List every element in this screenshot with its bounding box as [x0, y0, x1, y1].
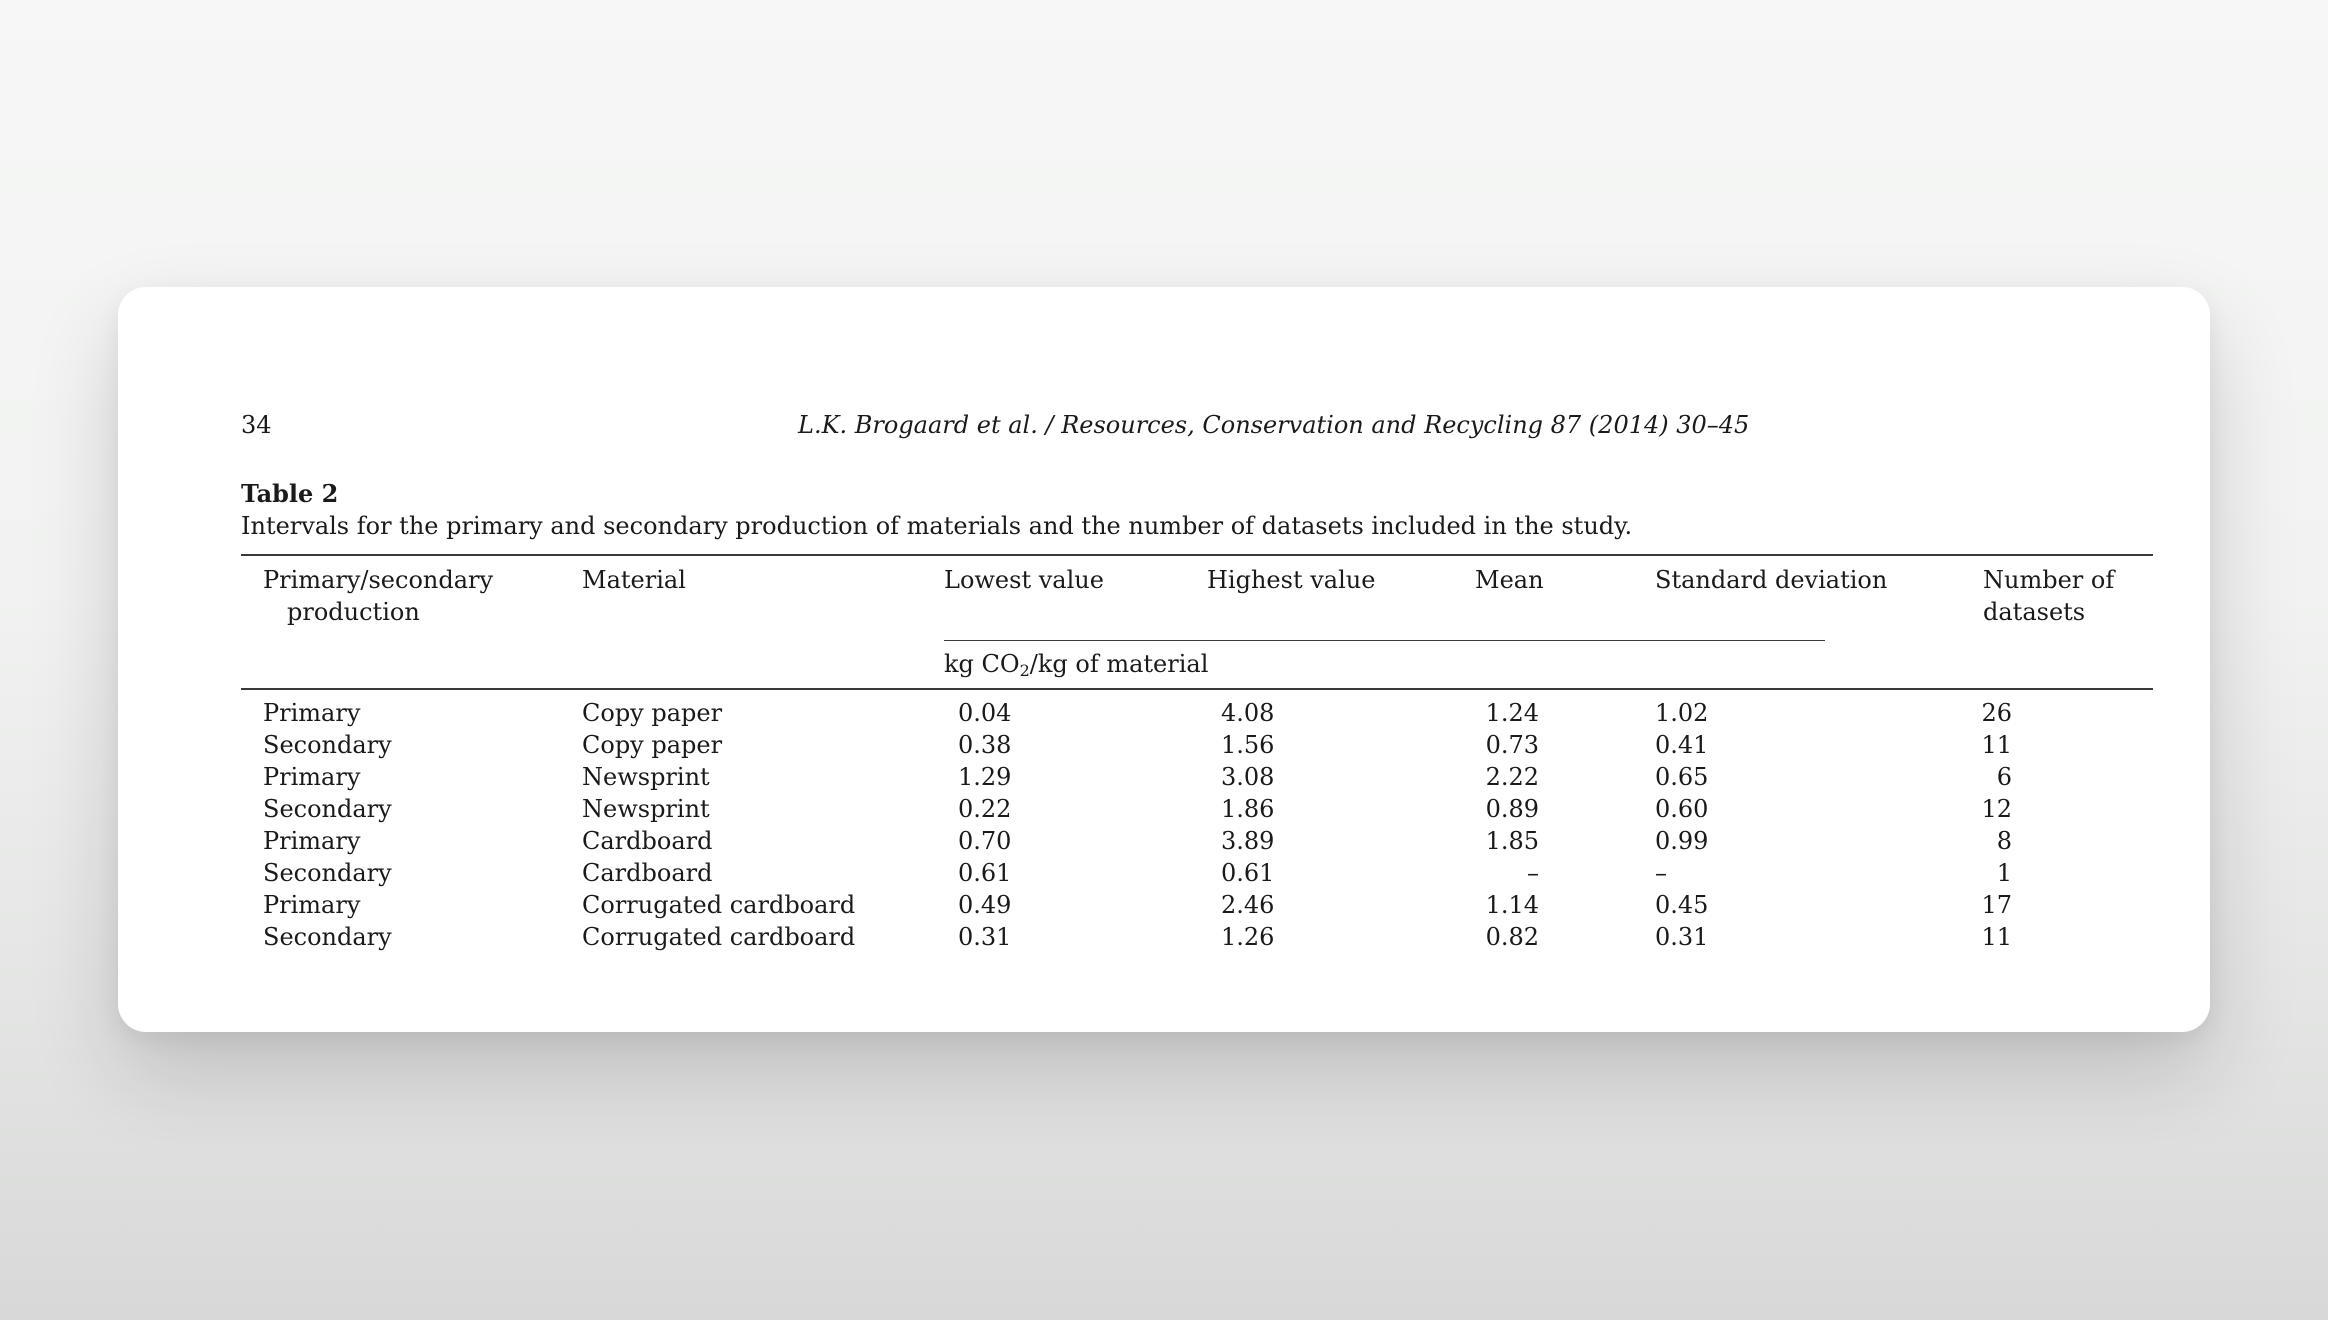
cell-material: Newsprint: [582, 763, 710, 791]
cell-highest: 1.26: [1221, 923, 1275, 951]
cell-production: Primary: [263, 827, 361, 855]
col-header-production-line2: production: [287, 598, 420, 626]
cell-sd: 0.99: [1655, 827, 1709, 855]
cell-datasets: 1: [1996, 859, 2012, 887]
cell-lowest: 0.49: [958, 891, 1012, 919]
col-header-production: [263, 564, 493, 628]
cell-material: Cardboard: [582, 827, 713, 855]
cell-lowest: 0.31: [958, 923, 1012, 951]
cell-highest: 0.61: [1221, 859, 1275, 887]
cell-mean: –: [1527, 859, 1539, 887]
cell-sd: 0.45: [1655, 891, 1709, 919]
cell-mean: 0.82: [1485, 923, 1539, 951]
unit-suffix: /kg of material: [1029, 650, 1209, 678]
table-top-rule: [241, 554, 2153, 556]
unit-prefix: kg CO: [944, 650, 1020, 678]
table-title: Table 2: [241, 479, 339, 508]
col-header-material: Material: [582, 566, 686, 594]
cell-mean: 1.24: [1485, 699, 1539, 727]
cell-lowest: 1.29: [958, 763, 1012, 791]
cell-sd: –: [1655, 859, 1667, 887]
cell-lowest: 0.70: [958, 827, 1012, 855]
cell-material: Corrugated cardboard: [582, 923, 856, 951]
cell-mean: 1.14: [1485, 891, 1539, 919]
cell-production: Secondary: [263, 731, 392, 759]
cell-lowest: 0.38: [958, 731, 1012, 759]
cell-highest: 3.08: [1221, 763, 1275, 791]
cell-lowest: 0.61: [958, 859, 1012, 887]
cell-material: Copy paper: [582, 699, 723, 727]
cell-datasets: 11: [1981, 731, 2012, 759]
cell-lowest: 0.04: [958, 699, 1012, 727]
cell-highest: 1.56: [1221, 731, 1275, 759]
col-header-datasets-line1: Number of: [1983, 566, 2115, 594]
col-header-datasets-line2: datasets: [1983, 598, 2086, 626]
cell-lowest: 0.22: [958, 795, 1012, 823]
cell-highest: 2.46: [1221, 891, 1275, 919]
cell-highest: 1.86: [1221, 795, 1275, 823]
col-header-mean: Mean: [1475, 566, 1544, 594]
table-caption: Intervals for the primary and secondary production of materials and the number of datasets included in the study.: [241, 512, 1633, 540]
col-header-sd: Standard deviation: [1655, 566, 1888, 594]
cell-production: Primary: [263, 891, 361, 919]
cell-production: Primary: [263, 699, 361, 727]
cell-material: Newsprint: [582, 795, 710, 823]
cell-material: Copy paper: [582, 731, 723, 759]
col-header-production-line1: Primary/secondary: [263, 566, 494, 594]
unit-label: [944, 648, 1208, 680]
cell-mean: 1.85: [1485, 827, 1539, 855]
cell-highest: 3.89: [1221, 827, 1275, 855]
cell-material: Corrugated cardboard: [582, 891, 856, 919]
cell-mean: 0.89: [1485, 795, 1539, 823]
col-header-lowest: Lowest value: [944, 566, 1104, 594]
col-header-datasets: [1983, 564, 2114, 628]
cell-sd: 0.31: [1655, 923, 1709, 951]
cell-highest: 4.08: [1221, 699, 1275, 727]
cell-sd: 0.65: [1655, 763, 1709, 791]
unit-span-rule: [944, 640, 1825, 641]
cell-production: Primary: [263, 763, 361, 791]
cell-datasets: 17: [1981, 891, 2012, 919]
cell-datasets: 6: [1996, 763, 2012, 791]
cell-mean: 0.73: [1485, 731, 1539, 759]
cell-datasets: 26: [1981, 699, 2012, 727]
cell-production: Secondary: [263, 795, 392, 823]
cell-mean: 2.22: [1485, 763, 1539, 791]
unit-subscript: 2: [1019, 661, 1030, 680]
cell-sd: 0.41: [1655, 731, 1709, 759]
col-header-highest: Highest value: [1207, 566, 1376, 594]
running-head: L.K. Brogaard et al. / Resources, Conservation and Recycling 87 (2014) 30–45: [798, 411, 1750, 439]
cell-sd: 0.60: [1655, 795, 1709, 823]
cell-production: Secondary: [263, 859, 392, 887]
cell-datasets: 11: [1981, 923, 2012, 951]
cell-datasets: 12: [1981, 795, 2012, 823]
header-bottom-rule: [241, 688, 2153, 690]
cell-production: Secondary: [263, 923, 392, 951]
page-number: 34: [241, 411, 272, 439]
cell-material: Cardboard: [582, 859, 713, 887]
cell-datasets: 8: [1996, 827, 2012, 855]
cell-sd: 1.02: [1655, 699, 1709, 727]
